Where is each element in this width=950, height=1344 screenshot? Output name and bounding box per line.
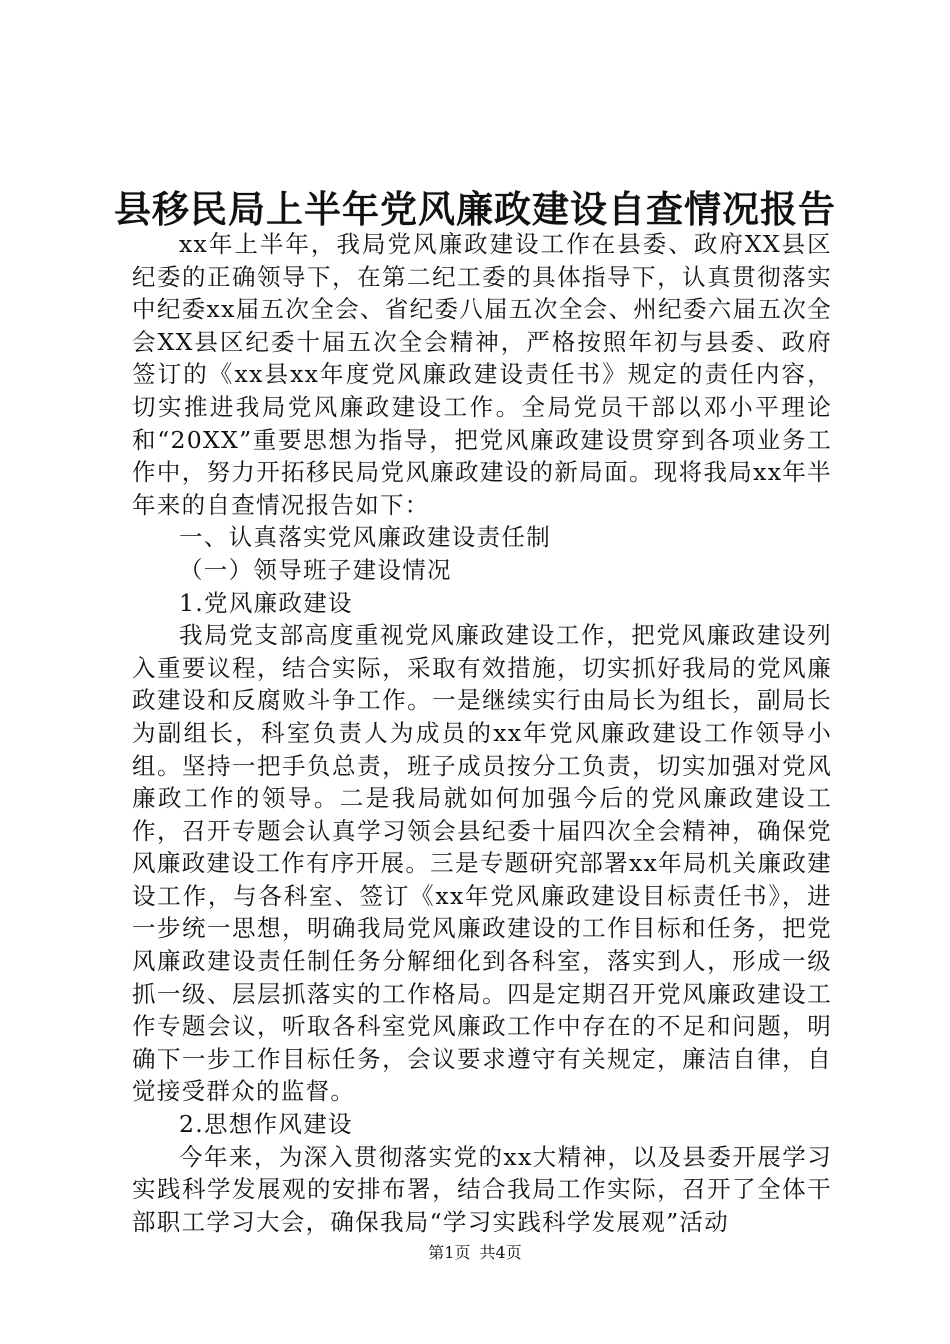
document-body	[132, 228, 832, 1238]
subsection-heading-1: （一）领导班子建设情况	[179, 555, 452, 584]
section-heading-1: 一、认真落实党风廉政建设责任制	[179, 523, 551, 552]
body-paragraph-1: 我局党支部高度重视党风廉政建设工作，把党风廉政建设列入重要议程，结合实际，采取有效措施，切实抓好我局的党风廉政建设和反腐败斗争工作。一是继续实行由局长为组长，副局长为副组长，科室负责人为成员的xx年党风廉政建设工作领导小组。坚持一把手负总责，班子成员按分工负责，切实加强对党风廉政工作的领导。二是我局就如何加强今后的党风廉政建设工作，召开专题会认真学习领会县纪委十届四次全会精神，确保党风廉政建设工作有序开展。三是专题研究部署xx年局机关廉政建设工作，与各科室、签订《xx年党风廉政建设目标责任书》，进一步统一思想，明确我局党风廉政建设的工作目标和任务，把党风廉政建设责任制任务分解细化到各科室，落实到人，形成一级抓一级、层层抓落实的工作格局。四是定期召开党风廉政建设工作专题会议，听取各科室党风廉政工作中存在的不足和问题，明确下一步工作目标任务，会议要求遵守有关规定，廉洁自律，自觉接受群众的监督。	[132, 621, 832, 1106]
page-footer: 第1页 共4页	[428, 1243, 522, 1262]
item-heading-1: 1.党风廉政建设	[179, 588, 353, 617]
item-heading-2: 2.思想作风建设	[179, 1110, 353, 1139]
intro-paragraph: xx年上半年，我局党风廉政建设工作在县委、政府XX县区纪委的正确领导下，在第二纪工委的具体指导下，认真贯彻落实中纪委xx届五次全会、省纪委八届五次全会、州纪委六届五次全会XX县区纪委十届五次全会精神，严格按照年初与县委、政府签订的《xx县xx年度党风廉政建设责任书》规定的责任内容，切实推进我局党风廉政建设工作。全局党员干部以邓小平理论和“20XX”重要思想为指导，把党风廉政建设贯穿到各项业务工作中，努力开拓移民局党风廉政建设的新局面。现将我局xx年半年来的自查情况报告如下：	[132, 230, 832, 519]
body-paragraph-2: 今年来，为深入贯彻落实党的xx大精神，以及县委开展学习实践科学发展观的安排布署，结合我局工作实际，召开了全体干部职工学习大会，确保我局“学习实践科学发展观”活动	[132, 1142, 832, 1236]
document-title: 县移民局上半年党风廉政建设自查情况报告	[114, 187, 836, 231]
